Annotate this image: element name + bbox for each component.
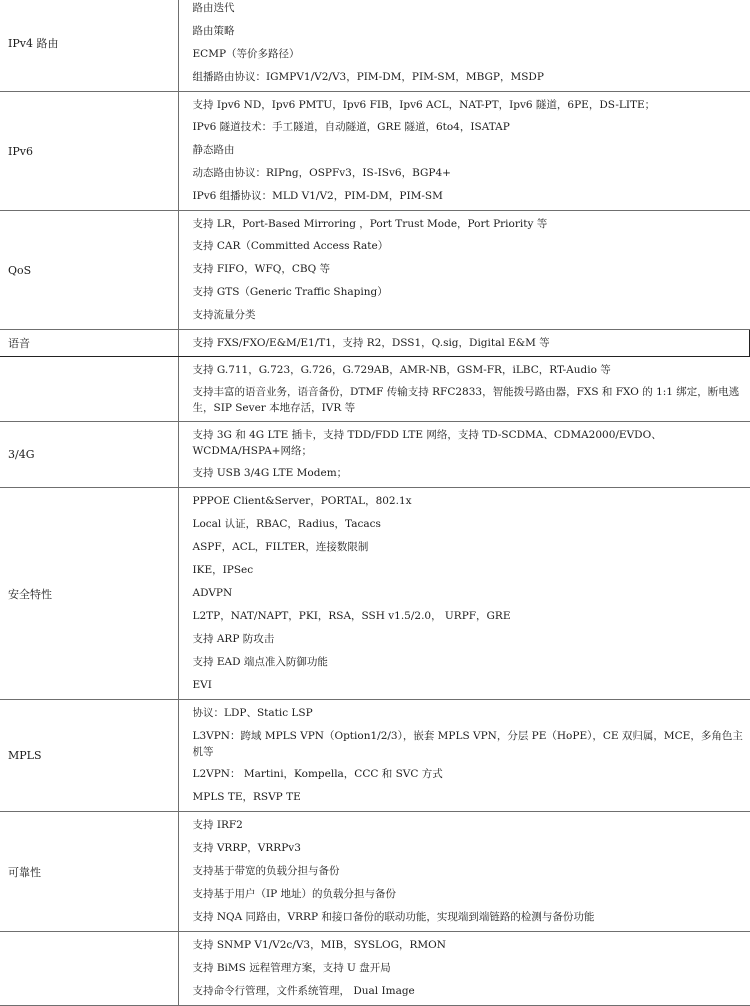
feature-line: 路由迭代 bbox=[192, 2, 235, 14]
detail-cell bbox=[178, 932, 750, 1006]
feature-line: 路由策略 bbox=[192, 25, 235, 37]
feature-line: 支持 Ipv6 ND，Ipv6 PMTU，Ipv6 FIB，Ipv6 ACL，NAT-PT，Ipv6 隧道，6PE，DS-LITE； bbox=[192, 99, 656, 111]
detail-cell bbox=[178, 0, 750, 92]
feature-line: 支持基于用户（IP 地址）的负载分担与备份 bbox=[192, 888, 397, 900]
feature-line: 协议：LDP、Static LSP bbox=[192, 707, 313, 719]
feature-line: 支持 EAD 端点准入防御功能 bbox=[192, 656, 328, 668]
feature-line: IKE，IPSec bbox=[192, 564, 254, 576]
spec-row bbox=[0, 211, 750, 330]
feature-line: ASPF，ACL，FILTER，连接数限制 bbox=[192, 541, 369, 553]
feature-line: 支持 ARP 防攻击 bbox=[192, 633, 275, 645]
feature-line: IPv6 组播协议：MLD V1/V2，PIM-DM，PIM-SM bbox=[192, 190, 443, 202]
spec-row bbox=[0, 812, 750, 932]
spec-row bbox=[0, 330, 750, 357]
spec-row bbox=[0, 0, 750, 92]
feature-line: 支持 NQA 同路由，VRRP 和接口备份的联动功能，实现端到端链路的检测与备份功能 bbox=[192, 911, 595, 923]
feature-line: 支持 FIFO，WFQ，CBQ 等 bbox=[192, 263, 331, 275]
spec-row bbox=[0, 357, 750, 422]
feature-line: PPPOE Client&Server，PORTAL，802.1x bbox=[192, 495, 412, 507]
category-cell: MPLS bbox=[0, 700, 178, 812]
feature-line: ADVPN bbox=[192, 587, 233, 599]
feature-line: 支持 SNMP V1/V2c/V3，MIB，SYSLOG，RMON bbox=[192, 939, 446, 951]
category-cell bbox=[0, 357, 178, 422]
feature-line: 支持 LR，Port-Based Mirroring ，Port Trust Mode，Port Priority 等 bbox=[192, 218, 548, 230]
category-cell: 3/4G bbox=[0, 422, 178, 488]
feature-line: 支持 IRF2 bbox=[192, 819, 243, 831]
feature-line: L2TP，NAT/NAPT，PKI，RSA，SSH v1.5/2.0， URPF，GRE bbox=[192, 610, 511, 622]
category-cell: 可靠性 bbox=[0, 812, 178, 932]
detail-cell bbox=[178, 357, 750, 422]
feature-line: 静态路由 bbox=[192, 144, 235, 156]
feature-line: Local 认证，RBAC，Radius，Tacacs bbox=[192, 518, 381, 530]
feature-line: ECMP（等价多路径） bbox=[192, 48, 300, 60]
feature-line: 动态路由协议：RIPng，OSPFv3，IS-ISv6，BGP4+ bbox=[192, 167, 451, 179]
feature-line: 支持基于带宽的负载分担与备份 bbox=[192, 865, 340, 877]
feature-line: 支持命令行管理，文件系统管理， Dual Image bbox=[192, 985, 415, 997]
feature-line: L2VPN： Martini，Kompella，CCC 和 SVC 方式 bbox=[192, 768, 443, 780]
feature-line: 支持 BiMS 远程管理方案，支持 U 盘开局 bbox=[192, 962, 391, 974]
detail-cell bbox=[178, 211, 750, 330]
feature-line: 支持 CAR（Committed Access Rate） bbox=[192, 240, 389, 252]
feature-line: 支持 G.711，G.723，G.726，G.729AB，AMR-NB，GSM-FR，iLBC，RT-Audio 等 bbox=[192, 364, 611, 376]
feature-line: IPv6 隧道技术：手工隧道，自动隧道，GRE 隧道，6to4，ISATAP bbox=[192, 121, 510, 133]
spec-row bbox=[0, 932, 750, 1006]
detail-cell bbox=[178, 92, 750, 211]
spec-row bbox=[0, 92, 750, 211]
detail-cell bbox=[178, 812, 750, 932]
feature-line: L3VPN：跨域 MPLS VPN（Option1/2/3），嵌套 MPLS VPN，分层 PE（HoPE），CE 双归属，MCE，多角色主机等 bbox=[192, 730, 743, 758]
category-cell: QoS bbox=[0, 211, 178, 330]
category-cell: IPv6 bbox=[0, 92, 178, 211]
feature-line: 支持 FXS/FXO/E&M/E1/T1，支持 R2，DSS1，Q.sig，Digital E&M 等 bbox=[192, 337, 550, 349]
feature-line: 支持流量分类 bbox=[192, 309, 256, 321]
spec-row bbox=[0, 488, 750, 700]
feature-line: 组播路由协议：IGMPV1/V2/V3，PIM-DM，PIM-SM，MBGP，MSDP bbox=[192, 71, 544, 83]
detail-cell bbox=[178, 422, 750, 488]
feature-line: 支持 VRRP，VRRPv3 bbox=[192, 842, 301, 854]
category-cell: 语音 bbox=[0, 330, 178, 357]
spec-row bbox=[0, 422, 750, 488]
feature-line: MPLS TE，RSVP TE bbox=[192, 791, 301, 803]
category-cell bbox=[0, 932, 178, 1006]
feature-line: 支持丰富的语音业务，语音备份，DTMF 传输支持 RFC2833，智能拨号路由器，FXS 和 FXO 的 1:1 绑定，断电逃生，SIP Sever 本地存活，IVR 等 bbox=[192, 386, 740, 414]
category-cell: 安全特性 bbox=[0, 488, 178, 700]
feature-line: 支持 GTS（Generic Traffic Shaping） bbox=[192, 286, 388, 298]
spec-row bbox=[0, 700, 750, 812]
detail-cell bbox=[178, 488, 750, 700]
feature-line: EVI bbox=[192, 679, 212, 691]
detail-cell bbox=[178, 700, 750, 812]
feature-line: 支持 3G 和 4G LTE 插卡，支持 TDD/FDD LTE 网络，支持 TD-SCDMA、CDMA2000/EVDO、WCDMA/HSPA+网络； bbox=[192, 429, 662, 457]
category-cell: IPv4 路由 bbox=[0, 0, 178, 92]
detail-cell bbox=[178, 330, 750, 357]
feature-line: 支持 USB 3/4G LTE Modem； bbox=[192, 467, 348, 479]
